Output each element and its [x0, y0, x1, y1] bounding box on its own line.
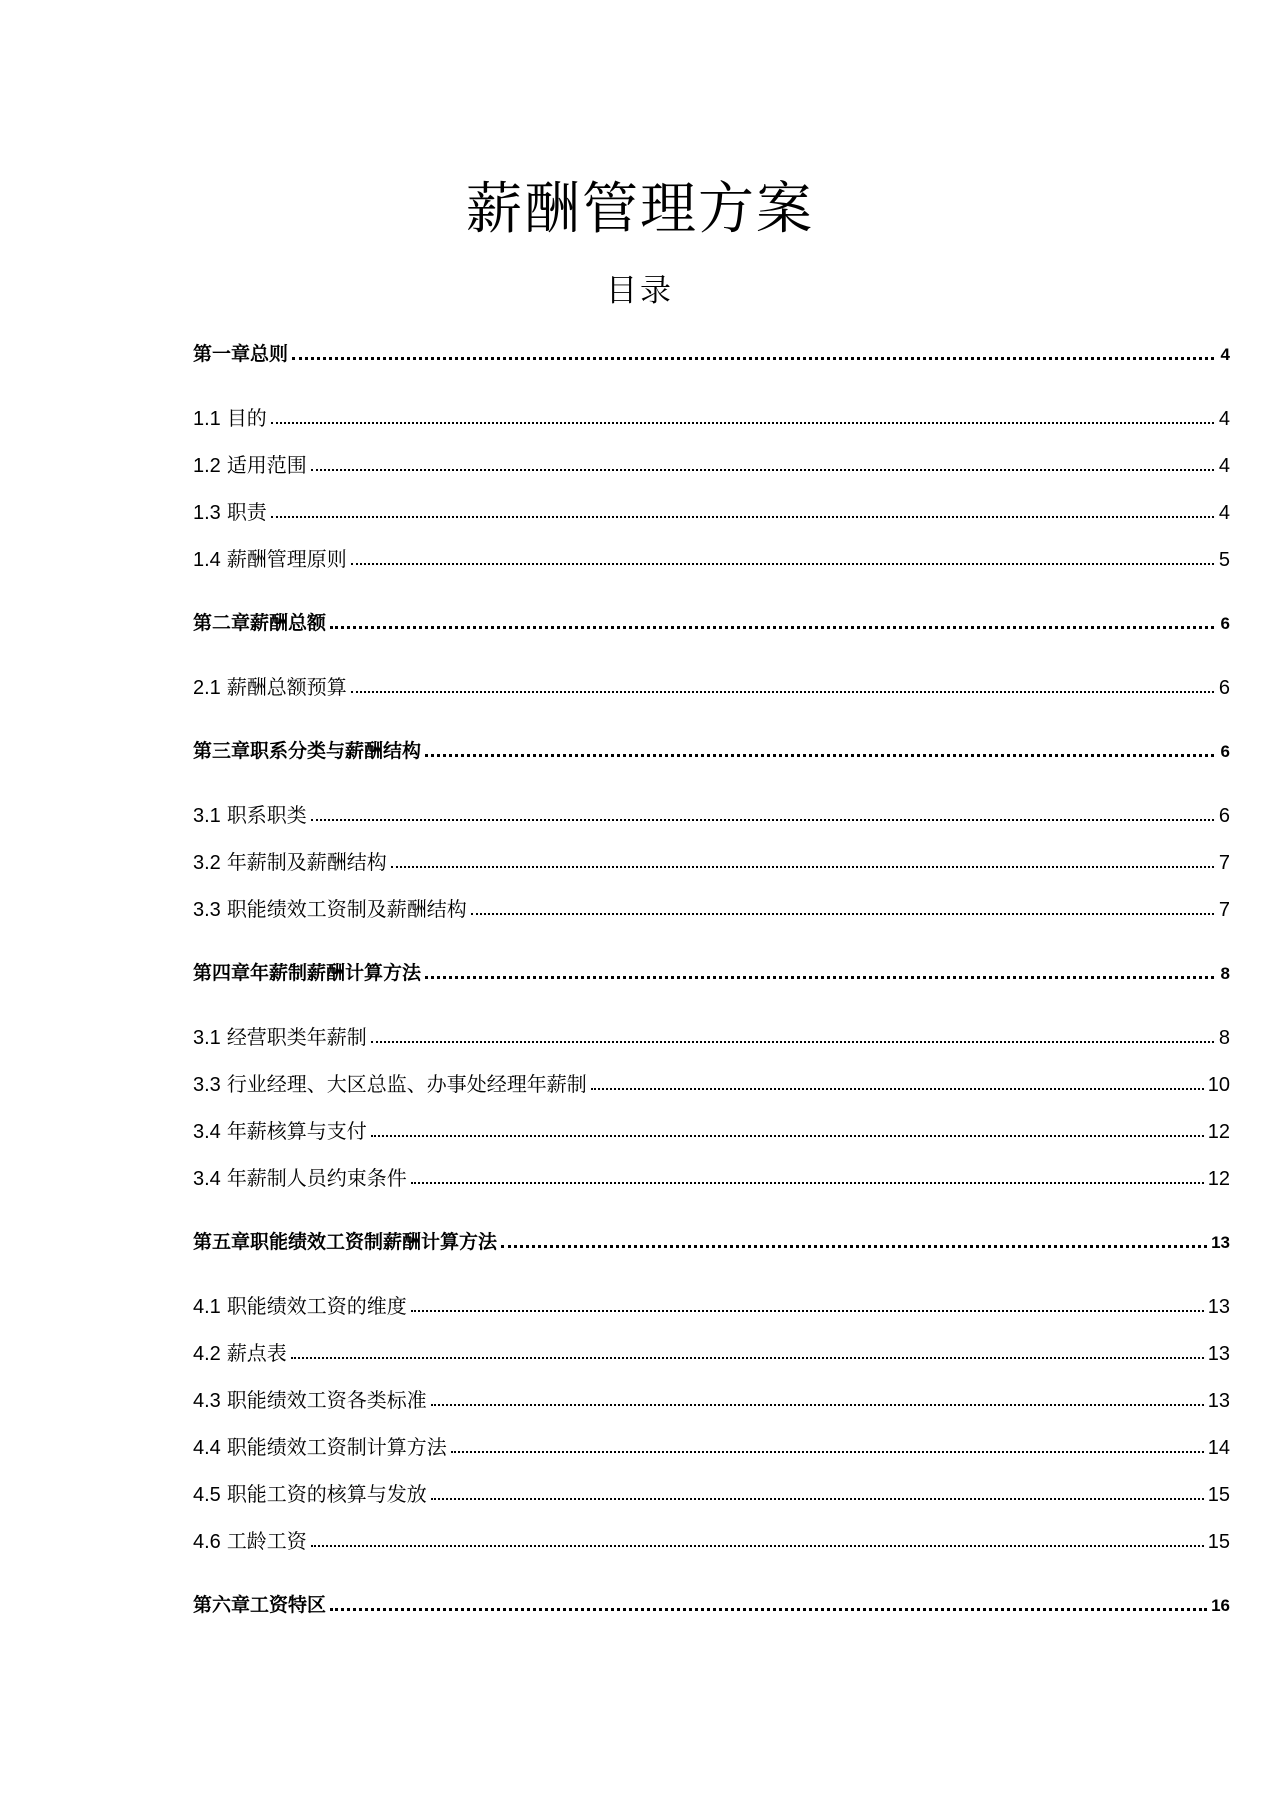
dot-leader — [411, 1182, 1204, 1184]
toc-chapter-entry[interactable] — [193, 608, 1230, 638]
toc-chapter-entry[interactable] — [193, 1227, 1230, 1257]
toc-entry-number: 3.4 — [193, 1168, 221, 1190]
toc-page-number: 16 — [1211, 1596, 1230, 1615]
toc-entry-label: 经营职类年薪制 — [226, 1025, 367, 1049]
document-title: 薪酬管理方案 — [466, 177, 814, 242]
dot-leader — [271, 516, 1214, 518]
dot-leader — [451, 1451, 1204, 1453]
toc-section-entry[interactable] — [193, 1432, 1230, 1462]
toc-entry-label: 第四章年薪制薪酬计算方法 — [193, 962, 422, 984]
toc-entry-label: 职能绩效工资各类标准 — [226, 1388, 427, 1412]
toc-entry-number: 2.1 — [193, 677, 221, 699]
toc-page-number: 7 — [1218, 899, 1230, 921]
toc-entry-label: 行业经理、大区总监、办事处经理年薪制 — [226, 1072, 587, 1096]
dot-leader — [371, 1041, 1214, 1043]
toc-entry-label: 年薪核算与支付 — [226, 1119, 367, 1143]
toc-chapter-entry[interactable] — [193, 1590, 1230, 1620]
toc-page-number: 5 — [1218, 549, 1230, 571]
toc-entry-number: 3.4 — [193, 1121, 221, 1143]
toc-entry-label: 职能绩效工资的维度 — [226, 1294, 407, 1318]
dot-leader — [311, 469, 1214, 471]
toc-entry-label: 目的 — [226, 406, 267, 430]
toc-entry-number: 3.2 — [193, 852, 221, 874]
dot-leader — [431, 1498, 1204, 1500]
toc-page-number: 13 — [1211, 1233, 1230, 1252]
toc-section-entry[interactable] — [193, 1479, 1230, 1509]
toc-entry-label: 第一章总则 — [193, 343, 289, 365]
dot-leader — [330, 1608, 1207, 1611]
toc-chapter-entry[interactable] — [193, 958, 1230, 988]
toc-heading: 目录 — [606, 273, 674, 309]
dot-leader — [471, 913, 1214, 915]
toc-page-number: 6 — [1220, 614, 1230, 633]
toc-entry-label: 第二章薪酬总额 — [193, 612, 327, 634]
toc-entry-number: 4.3 — [193, 1390, 221, 1412]
toc-entry-label: 薪酬总额预算 — [226, 675, 347, 699]
dot-leader — [311, 819, 1214, 821]
dot-leader — [591, 1088, 1204, 1090]
dot-leader — [501, 1245, 1207, 1248]
toc-page-number: 8 — [1218, 1027, 1230, 1049]
dot-leader — [425, 754, 1214, 757]
dot-leader — [351, 691, 1214, 693]
toc-entry-number: 4.6 — [193, 1531, 221, 1553]
dot-leader — [271, 422, 1214, 424]
toc-page-number: 15 — [1207, 1531, 1230, 1553]
dot-leader — [431, 1404, 1204, 1406]
toc-entry-label: 年薪制及薪酬结构 — [226, 850, 387, 874]
toc-section-entry[interactable] — [193, 1116, 1230, 1146]
toc-entry-number: 3.3 — [193, 899, 221, 921]
toc-entry-number: 1.3 — [193, 502, 221, 524]
toc-section-entry[interactable] — [193, 894, 1230, 924]
toc-page-number: 12 — [1207, 1121, 1230, 1143]
toc-entry-label: 职能绩效工资制计算方法 — [226, 1435, 447, 1459]
toc-section-entry[interactable] — [193, 403, 1230, 433]
toc-section-entry[interactable] — [193, 800, 1230, 830]
toc-entry-label: 工龄工资 — [226, 1529, 307, 1553]
toc-entry-label: 第五章职能绩效工资制薪酬计算方法 — [193, 1231, 498, 1253]
toc-page-number: 15 — [1207, 1484, 1230, 1506]
toc-chapter-entry[interactable] — [193, 736, 1230, 766]
toc-section-entry[interactable] — [193, 544, 1230, 574]
toc-entry-number: 1.2 — [193, 455, 221, 477]
toc-page-number: 13 — [1207, 1296, 1230, 1318]
toc-page-number: 6 — [1218, 677, 1230, 699]
toc-entry-label: 职能工资的核算与发放 — [226, 1482, 427, 1506]
toc-chapter-entry[interactable] — [193, 339, 1230, 369]
dot-leader — [330, 626, 1214, 629]
toc-section-entry[interactable] — [193, 1385, 1230, 1415]
toc-entry-number: 4.2 — [193, 1343, 221, 1365]
toc-page-number: 4 — [1218, 502, 1230, 524]
toc-entry-number: 1.1 — [193, 408, 221, 430]
toc-page-number: 6 — [1220, 742, 1230, 761]
toc-section-entry[interactable] — [193, 497, 1230, 527]
toc-section-entry[interactable] — [193, 1338, 1230, 1368]
toc-page-number: 4 — [1218, 408, 1230, 430]
toc-section-entry[interactable] — [193, 1069, 1230, 1099]
dot-leader — [425, 976, 1214, 979]
dot-leader — [391, 866, 1214, 868]
toc-entry-number: 3.1 — [193, 805, 221, 827]
toc-page-number: 4 — [1220, 345, 1230, 364]
toc-page-number: 7 — [1218, 852, 1230, 874]
toc-entry-label: 薪点表 — [226, 1341, 287, 1365]
toc-page-number: 6 — [1218, 805, 1230, 827]
toc-page-number: 13 — [1207, 1390, 1230, 1412]
toc-entry-number: 4.5 — [193, 1484, 221, 1506]
toc-entry-number: 4.4 — [193, 1437, 221, 1459]
toc-section-entry[interactable] — [193, 1526, 1230, 1556]
dot-leader — [411, 1310, 1204, 1312]
toc-entry-label: 职能绩效工资制及薪酬结构 — [226, 897, 467, 921]
dot-leader — [292, 357, 1214, 360]
toc-page-number: 4 — [1218, 455, 1230, 477]
toc-entry-label: 第六章工资特区 — [193, 1594, 327, 1616]
dot-leader — [291, 1357, 1204, 1359]
toc-page-number: 12 — [1207, 1168, 1230, 1190]
toc-entry-label: 适用范围 — [226, 453, 307, 477]
toc-section-entry[interactable] — [193, 672, 1230, 702]
toc-section-entry[interactable] — [193, 1163, 1230, 1193]
toc-entry-label: 职责 — [226, 500, 267, 524]
toc-page-number: 14 — [1207, 1437, 1230, 1459]
toc-section-entry[interactable] — [193, 450, 1230, 480]
toc-entry-label: 第三章职系分类与薪酬结构 — [193, 740, 422, 762]
toc-section-entry[interactable] — [193, 1291, 1230, 1321]
dot-leader — [371, 1135, 1204, 1137]
toc-section-entry[interactable] — [193, 847, 1230, 877]
dot-leader — [351, 563, 1214, 565]
toc-entry-number: 4.1 — [193, 1296, 221, 1318]
toc-page-number: 8 — [1220, 964, 1230, 983]
toc-entry-number: 1.4 — [193, 549, 221, 571]
toc-page-number: 13 — [1207, 1343, 1230, 1365]
toc-entry-label: 年薪制人员约束条件 — [226, 1166, 407, 1190]
toc-page-number: 10 — [1207, 1074, 1230, 1096]
toc-section-entry[interactable] — [193, 1022, 1230, 1052]
dot-leader — [311, 1545, 1204, 1547]
toc-entry-number: 3.1 — [193, 1027, 221, 1049]
toc-entry-number: 3.3 — [193, 1074, 221, 1096]
toc-entry-label: 职系职类 — [226, 803, 307, 827]
toc-entry-label: 薪酬管理原则 — [226, 547, 347, 571]
